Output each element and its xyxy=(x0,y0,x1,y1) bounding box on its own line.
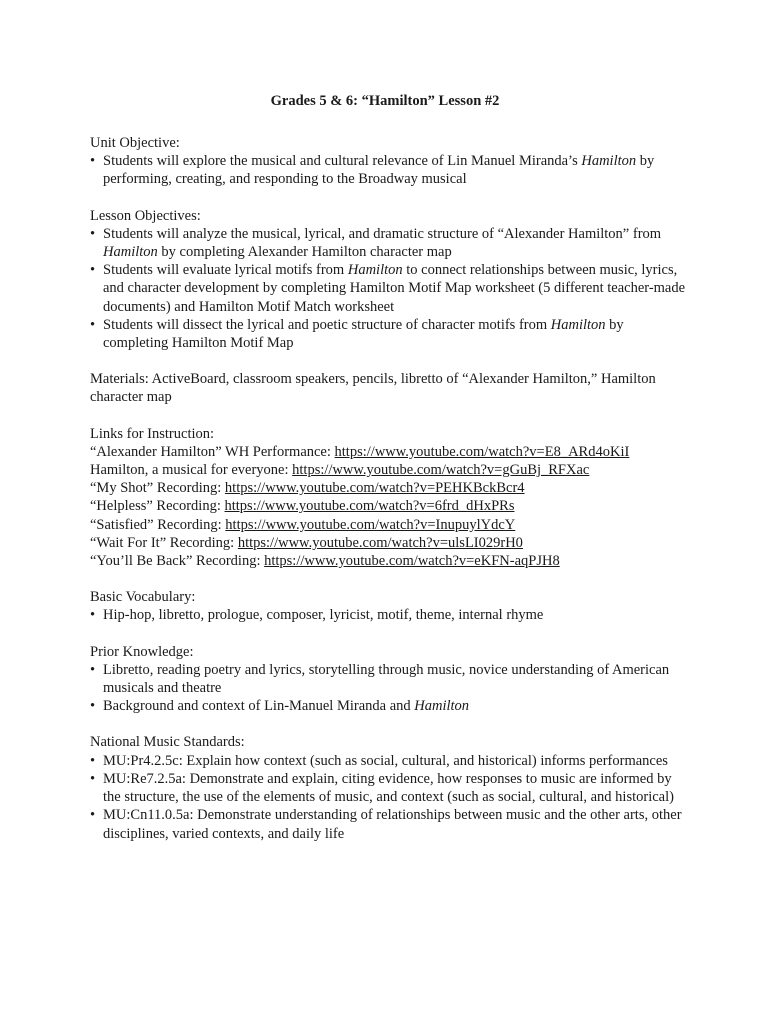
unit-objective-section xyxy=(90,134,688,189)
video-link[interactable]: https://www.youtube.com/watch?v=ulsLI029rH0 xyxy=(237,534,523,551)
link-label: Hamilton, a musical for everyone: xyxy=(90,462,293,479)
materials-section xyxy=(90,370,688,406)
lesson-objectives-heading: Lesson Objectives: xyxy=(90,207,201,224)
link-item xyxy=(90,534,688,552)
video-link[interactable]: https://www.youtube.com/watch?v=E8_ARd4oKiI xyxy=(334,443,630,460)
video-link[interactable]: https://www.youtube.com/watch?v=eKFN-aqPJH8 xyxy=(264,553,560,570)
unit-objective-list xyxy=(90,152,688,188)
list-item: • MU:Re7.2.5a: Demonstrate and explain, citing evidence, how responses to music are informed by the structure, the use of the elements of music, and context (such as social, cultural, and historical) xyxy=(90,770,688,806)
link-item xyxy=(90,497,688,515)
standards-section xyxy=(90,733,688,842)
list-item xyxy=(90,225,688,261)
bullet-text: Students will dissect the lyrical and poetic structure of character motifs from xyxy=(103,316,551,333)
list-item xyxy=(90,316,688,352)
link-label: “Alexander Hamilton” WH Performance: xyxy=(90,443,335,460)
lesson-objectives-list xyxy=(90,225,688,352)
list-item xyxy=(90,661,688,697)
bullet-italic: Hamilton xyxy=(550,316,606,333)
prior-knowledge-heading: Prior Knowledge: xyxy=(90,643,194,660)
list-item: • Hip-hop, libretto, prologue, composer, lyricist, motif, theme, internal rhyme xyxy=(90,606,688,624)
list-item xyxy=(90,697,688,715)
list-item: • MU:Cn11.0.5a: Demonstrate understanding of relationships between music and the other arts, other disciplines, varied contexts, and daily life xyxy=(90,806,688,842)
standards-heading: National Music Standards: xyxy=(90,734,245,751)
list-item xyxy=(90,261,688,316)
link-item xyxy=(90,516,688,534)
link-label: “Satisfied” Recording: xyxy=(90,516,226,533)
vocabulary-section xyxy=(90,588,688,624)
link-item xyxy=(90,479,688,497)
bullet-italic: Hamilton xyxy=(347,262,403,279)
page-title: Grades 5 & 6: “Hamilton” Lesson #2 xyxy=(270,93,500,109)
bullet-text: Libretto, reading poetry and lyrics, storytelling through music, novice understanding of American musicals and theatre xyxy=(103,661,670,697)
vocabulary-heading: Basic Vocabulary: xyxy=(90,589,196,606)
list-item: • MU:Pr4.2.5c: Explain how context (such as social, cultural, and historical) informs performances xyxy=(90,752,688,770)
prior-knowledge-list xyxy=(90,661,688,716)
bullet-italic: Hamilton xyxy=(414,698,470,715)
bullet-text: Students will explore the musical and cultural relevance of Lin Manuel Miranda’s xyxy=(103,153,582,170)
bullet-text: to connect relationships between music, lyrics, and character development by completing Hamilton Motif Map worksheet (5 different teacher-made documents) and Hamilton Motif Match worksheet xyxy=(103,262,686,315)
link-item xyxy=(90,552,688,570)
link-label: “My Shot” Recording: xyxy=(90,480,225,497)
video-link[interactable]: https://www.youtube.com/watch?v=gGuBj_RFXac xyxy=(292,462,590,479)
unit-objective-heading: Unit Objective: xyxy=(90,135,180,151)
link-label: “Helpless” Recording: xyxy=(90,498,225,515)
bullet-text: by performing, creating, and responding to the Broadway musical xyxy=(103,153,655,188)
standards-list xyxy=(90,752,688,843)
links-section xyxy=(90,425,688,571)
lesson-objectives-section xyxy=(90,207,688,353)
list-item xyxy=(90,152,688,188)
link-item xyxy=(90,443,688,461)
bullet-text: Background and context of Lin-Manuel Miranda and xyxy=(103,698,415,715)
prior-knowledge-section xyxy=(90,643,688,716)
video-link[interactable]: https://www.youtube.com/watch?v=PEHKBckBcr4 xyxy=(224,480,525,497)
bullet-text: Students will analyze the musical, lyrical, and dramatic structure of “Alexander Hamilton” from xyxy=(103,225,662,242)
video-link[interactable]: https://www.youtube.com/watch?v=InupuylYdcY xyxy=(225,516,516,533)
bullet-italic: Hamilton xyxy=(581,153,637,170)
bullet-text: Students will evaluate lyrical motifs from xyxy=(103,262,348,279)
bullet-italic: Hamilton xyxy=(103,244,158,261)
link-item xyxy=(90,461,688,479)
bullet-text: by completing Alexander Hamilton character map xyxy=(157,244,452,261)
vocabulary-list xyxy=(90,606,688,624)
materials-text: Materials: ActiveBoard, classroom speakers, pencils, libretto of “Alexander Hamilton,” Hamilton character map xyxy=(90,371,656,406)
links-heading: Links for Instruction: xyxy=(90,425,215,442)
link-label: “You’ll Be Back” Recording: xyxy=(90,553,265,570)
video-link[interactable]: https://www.youtube.com/watch?v=6frd_dHxPRs xyxy=(224,498,515,515)
bullet-text: by completing Hamilton Motif Map xyxy=(103,316,624,352)
link-label: “Wait For It” Recording: xyxy=(90,534,238,551)
links-list xyxy=(90,443,688,570)
